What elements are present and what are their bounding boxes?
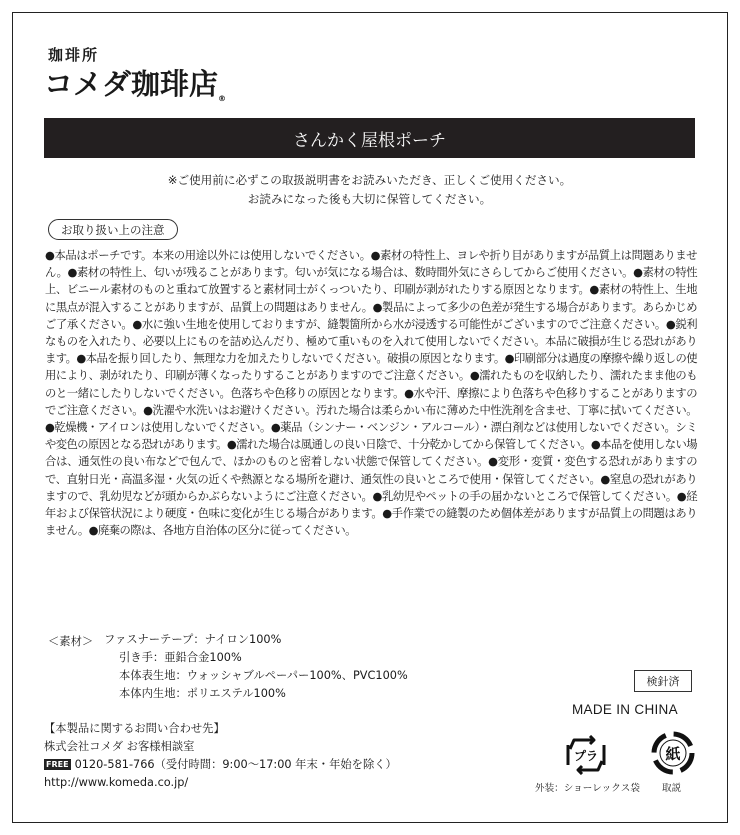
notice-line-1: ※ご使用前に必ずこの取扱説明書をお読みいただき、正しくご使用ください。	[167, 173, 572, 187]
needle-inspected-badge: 検針済	[634, 670, 692, 692]
free-dial-icon: FREE	[46, 760, 69, 769]
materials-label: ＜素材＞	[48, 635, 94, 648]
paper-recycle-label: 取説	[662, 783, 682, 794]
logo-subtitle: 珈琲所	[48, 46, 100, 64]
company-name: 株式会社コメダ お客様相談室	[44, 740, 195, 753]
plastic-recycle-icon	[564, 735, 608, 775]
material-item: 本体内生地：ポリエステル100%	[119, 687, 286, 700]
usage-notice	[44, 171, 695, 209]
notice-line-2: お読みになった後も大切に保管してください。	[247, 192, 492, 206]
komeda-logo	[44, 44, 254, 103]
website-url[interactable]: http://www.komeda.co.jp/	[44, 776, 189, 789]
product-title-bar	[44, 118, 695, 158]
paper-mark-text: 紙	[665, 745, 681, 763]
country-of-origin: MADE IN CHINA	[572, 702, 678, 717]
caution-heading: お取り扱い上の注意	[48, 219, 178, 240]
caution-text: ●本品はポーチです。本来の用途以外には使用しないでください。●素材の特性上、ヨレや折り目がありますが品質上は問題ありません。●素材の特性上、匂いが残ることがあります。匂いが気になる場合は、数時間外気にさらしてからご使用ください。●素材の特性上、ビニール素材のものと重ねて放置すると素材同士がくっついたり、印刷が剥がれたりする原因となります。●素材の特性上、生地に黒点が混入することがありますが、品質上の問題はありません。●製品によって多少の色差が発生する場合があります。あらかじめご了承ください。●水に強い生地を使用しておりますが、縫製箇所から水が浸透する可能性がございますのでご注意ください。●鋭利なものを入れたり、必要以上にものを詰め込んだり、極めて重いものを入れて使用しないでください。本品に破損が生じる恐れがあります。●本品を振り回したり、無理な力を加えたりしないでください。破損の原因となります。●印刷部分は過度の摩擦や繰り返しの使用により、剥がれたり、印刷が薄くなったりすることがありますのでご注意ください。●濡れたものを収納したり、濡れたまま他のものと一緒にしたりしないでください。色落ちや色移りの原因となります。●水や汗、摩擦により色落ちや色移りすることがありますのでご注意ください。●洗濯や水洗いはお避けください。汚れた場合は柔らかい布に薄めた中性洗剤を含ませ、丁寧に拭いてください。●乾燥機・アイロンは使用しないでください。●薬品（シンナー・ベンジン・アルコール）・漂白剤などは使用しないでください。シミや変色の原因となる恐れがあります。●濡れた場合は風通しの良い日陰で、十分乾かしてから保管してください。●本品を使用しない場合は、通気性の良い布などで包んで、ほかのものと密着しない状態で保管してください。●変形・変質・変色する恐れがありますので、直射日光・高温多湿・火気の近くや熱源となる場所を避け、通気性の良いところで使用・保管してください。●窒息の恐れがありますので、乳幼児などが頭からかぶらないようにご注意ください。●乳幼児やペットの手の届かないところで保管してください。●経年および保管状況により硬度・色味に変化が生じる場合があります。●手作業での縫製のため個体差がありますが品質上の問題はありません。●廃棄の際は、各地方自治体の区分に従ってください。	[45, 249, 697, 538]
paper-recycle-icon	[650, 730, 696, 776]
plastic-mark-text: プラ	[573, 749, 599, 763]
plastic-recycle-label: 外装：ショーレックス袋	[535, 783, 640, 794]
material-item: 本体表生地：ウォッシャブルペーパー100%、PVC100%	[119, 669, 408, 682]
product-title: さんかく屋根ポーチ	[293, 130, 446, 151]
material-item: ファスナーテープ：ナイロン100%	[104, 633, 282, 646]
phone-line	[44, 756, 397, 774]
contact-block	[44, 720, 397, 792]
phone-number: 0120-581-766（受付時間：9:00〜17:00 年末・年始を除く）	[74, 758, 397, 771]
materials-list	[104, 631, 408, 703]
material-item: 引き手：亜鉛合金100%	[119, 651, 242, 664]
contact-heading: 【本製品に関するお問い合わせ先】	[44, 722, 225, 735]
logo-wordmark: コメダ珈琲店®	[44, 67, 227, 103]
registered-mark: ®	[218, 94, 227, 103]
